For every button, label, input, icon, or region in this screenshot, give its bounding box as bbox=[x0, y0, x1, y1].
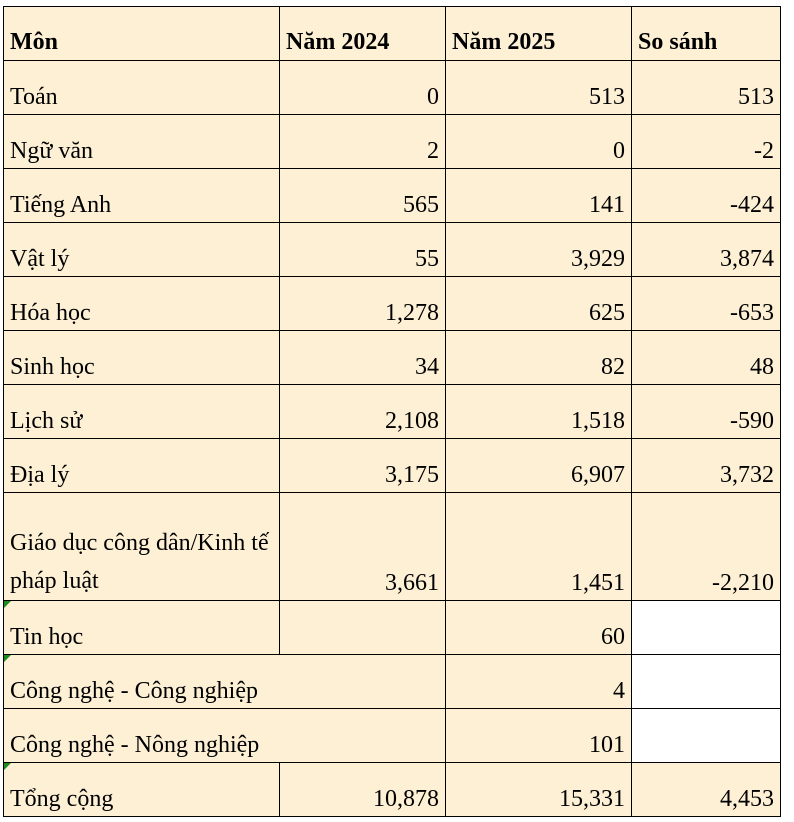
cell-2025[interactable]: 6,907 bbox=[446, 439, 632, 493]
cell-subject[interactable]: Sinh học bbox=[4, 331, 280, 385]
cell-subject[interactable]: Tin học bbox=[4, 601, 280, 655]
cell-2025[interactable]: 1,518 bbox=[446, 385, 632, 439]
header-year-2025[interactable]: Năm 2025 bbox=[446, 7, 632, 61]
cell-total-label[interactable]: Tổng cộng bbox=[4, 763, 280, 817]
cell-subject[interactable]: Hóa học bbox=[4, 277, 280, 331]
cell-compare[interactable] bbox=[632, 709, 781, 763]
cell-2025[interactable]: 141 bbox=[446, 169, 632, 223]
cell-2025[interactable]: 1,451 bbox=[446, 493, 632, 601]
cell-subject[interactable]: Ngữ văn bbox=[4, 115, 280, 169]
cell-2024[interactable]: 3,175 bbox=[280, 439, 446, 493]
table-row bbox=[4, 61, 781, 115]
table-row bbox=[4, 709, 781, 763]
cell-2024[interactable]: 34 bbox=[280, 331, 446, 385]
cell-2024[interactable]: 3,661 bbox=[280, 493, 446, 601]
table-row bbox=[4, 439, 781, 493]
cell-2025[interactable]: 82 bbox=[446, 331, 632, 385]
comparison-table bbox=[3, 6, 781, 817]
cell-2024[interactable] bbox=[280, 655, 446, 709]
cell-compare[interactable]: 513 bbox=[632, 61, 781, 115]
table-row bbox=[4, 385, 781, 439]
cell-compare[interactable]: -653 bbox=[632, 277, 781, 331]
table-row bbox=[4, 493, 781, 601]
cell-subject[interactable]: Toán bbox=[4, 61, 280, 115]
cell-2024[interactable]: 565 bbox=[280, 169, 446, 223]
cell-subject[interactable]: Công nghệ - Nông nghiệp bbox=[4, 709, 280, 763]
cell-2025[interactable]: 4 bbox=[446, 655, 632, 709]
cell-subject[interactable]: Địa lý bbox=[4, 439, 280, 493]
cell-compare[interactable]: 3,732 bbox=[632, 439, 781, 493]
cell-2024[interactable]: 55 bbox=[280, 223, 446, 277]
table-row bbox=[4, 601, 781, 655]
table-row bbox=[4, 277, 781, 331]
header-year-2024[interactable]: Năm 2024 bbox=[280, 7, 446, 61]
cell-2025[interactable]: 101 bbox=[446, 709, 632, 763]
cell-compare[interactable]: 3,874 bbox=[632, 223, 781, 277]
header-subject[interactable]: Môn bbox=[4, 7, 280, 61]
cell-subject[interactable]: Lịch sử bbox=[4, 385, 280, 439]
header-row bbox=[4, 7, 781, 61]
table-row bbox=[4, 115, 781, 169]
cell-2024[interactable] bbox=[280, 601, 446, 655]
cell-2025[interactable]: 513 bbox=[446, 61, 632, 115]
table-row bbox=[4, 331, 781, 385]
cell-compare[interactable]: -590 bbox=[632, 385, 781, 439]
cell-2024[interactable] bbox=[280, 709, 446, 763]
cell-2025[interactable]: 625 bbox=[446, 277, 632, 331]
cell-2025[interactable]: 60 bbox=[446, 601, 632, 655]
cell-compare[interactable] bbox=[632, 601, 781, 655]
header-compare[interactable]: So sánh bbox=[632, 7, 781, 61]
cell-subject[interactable]: Công nghệ - Công nghiệp bbox=[4, 655, 280, 709]
cell-2025[interactable]: 0 bbox=[446, 115, 632, 169]
cell-2024[interactable]: 1,278 bbox=[280, 277, 446, 331]
table-row bbox=[4, 169, 781, 223]
cell-compare[interactable]: -2,210 bbox=[632, 493, 781, 601]
cell-total-2024[interactable]: 10,878 bbox=[280, 763, 446, 817]
cell-subject[interactable]: Vật lý bbox=[4, 223, 280, 277]
cell-total-compare[interactable]: 4,453 bbox=[632, 763, 781, 817]
cell-2024[interactable]: 2 bbox=[280, 115, 446, 169]
cell-2024[interactable]: 0 bbox=[280, 61, 446, 115]
cell-2025[interactable]: 3,929 bbox=[446, 223, 632, 277]
table-row bbox=[4, 655, 781, 709]
cell-2024[interactable]: 2,108 bbox=[280, 385, 446, 439]
cell-compare[interactable]: 48 bbox=[632, 331, 781, 385]
cell-subject[interactable]: Giáo dục công dân/Kinh tế pháp luật bbox=[4, 493, 280, 601]
cell-compare[interactable] bbox=[632, 655, 781, 709]
total-row bbox=[4, 763, 781, 817]
cell-total-2025[interactable]: 15,331 bbox=[446, 763, 632, 817]
cell-compare[interactable]: -2 bbox=[632, 115, 781, 169]
cell-compare[interactable]: -424 bbox=[632, 169, 781, 223]
cell-subject[interactable]: Tiếng Anh bbox=[4, 169, 280, 223]
table-row bbox=[4, 223, 781, 277]
